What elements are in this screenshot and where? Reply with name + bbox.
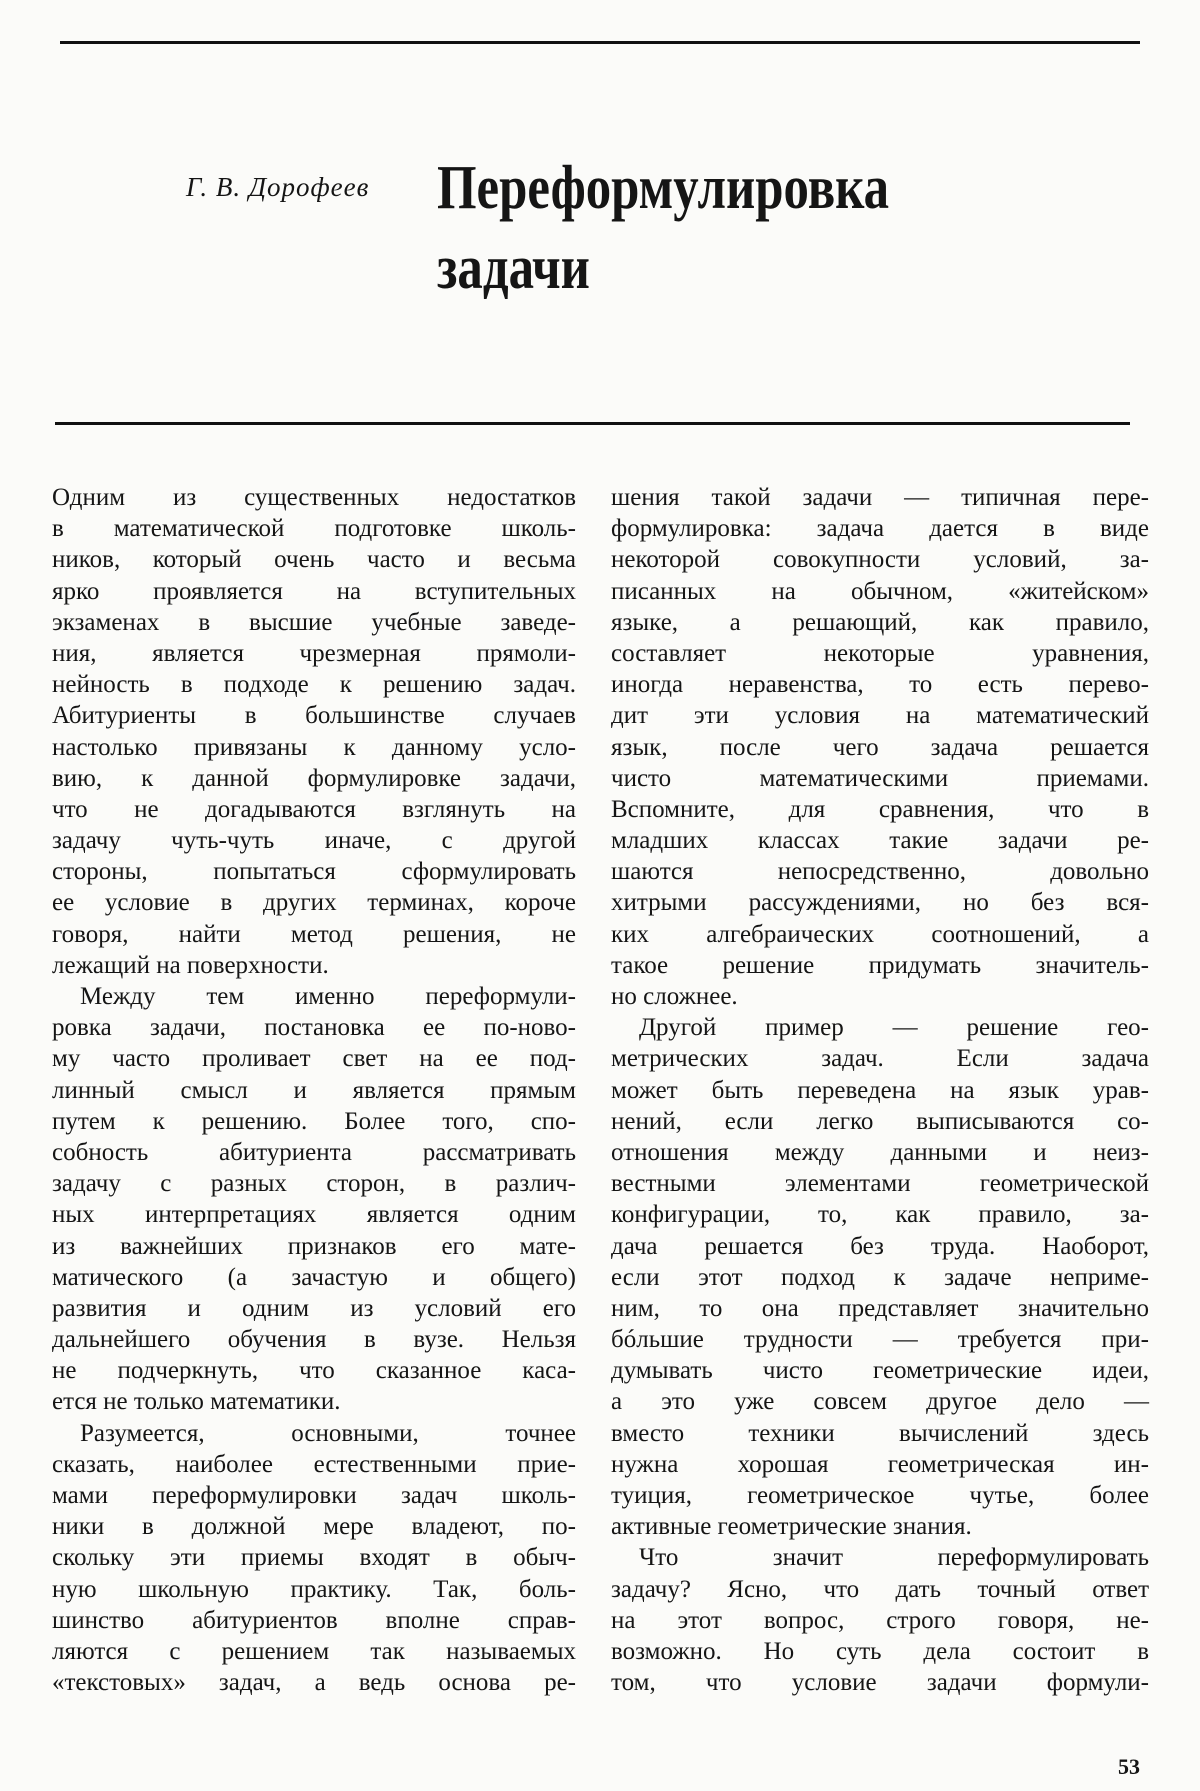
article-author: Г. В. Дорофеев <box>186 172 370 202</box>
text-line: вместо техники вычислений здесь <box>611 1419 1149 1447</box>
text-line: что не догадываются взглянуть на <box>52 795 576 823</box>
text-column-right <box>611 482 1149 1698</box>
text-line: младших классах такие задачи ре- <box>611 827 1149 855</box>
text-line: ных интерпретациях является одним <box>52 1201 576 1229</box>
text-line: нужна хорошая геометрическая ин- <box>611 1450 1149 1478</box>
text-line: дит эти условия на математический <box>611 702 1149 730</box>
title-line: Переформулировка <box>437 154 890 222</box>
text-line: говоря, найти метод решения, не <box>52 920 576 948</box>
text-line: хитрыми рассуждениями, но без вся- <box>611 889 1149 917</box>
text-line: ее условие в других терминах, короче <box>52 889 576 917</box>
text-line: ярко проявляется на вступительных <box>52 577 576 605</box>
text-line: возможно. Но суть дела состоит в <box>611 1637 1149 1665</box>
paragraph <box>52 1418 576 1699</box>
text-line: ровка задачи, постановка ее по-ново- <box>52 1014 576 1042</box>
text-line: нейность в подходе к решению задач. <box>52 671 576 699</box>
text-line: лежащий на поверхности. <box>52 951 329 979</box>
text-line: задачу? Ясно, что дать точный ответ <box>611 1575 1149 1603</box>
text-line: если этот подход к задаче неприме- <box>611 1263 1149 1291</box>
text-line: Что значит переформулировать <box>639 1544 1149 1572</box>
text-line: настолько привязаны к данному усло- <box>52 733 576 761</box>
text-line: не подчеркнуть, что сказанное каса- <box>52 1357 576 1385</box>
text-line: формулировка: задача дается в виде <box>611 515 1149 543</box>
text-line: развития и одним из условий его <box>52 1294 576 1322</box>
text-line: путем к решению. Более того, спо- <box>52 1107 576 1135</box>
paragraph <box>611 1012 1149 1542</box>
text-line: чисто математическими приемами. <box>611 764 1149 792</box>
text-line: ляются с решением так называемых <box>52 1637 576 1665</box>
text-line: вестными элементами геометрической <box>611 1170 1149 1198</box>
text-line: язык, после чего задача решается <box>611 733 1149 761</box>
text-line: «текстовых» задач, а ведь основа ре- <box>52 1669 576 1697</box>
text-line: такое решение придумать значитель- <box>611 951 1149 979</box>
text-line: линный смысл и является прямым <box>52 1076 576 1104</box>
text-line: задачу чуть-чуть иначе, с другой <box>52 827 576 855</box>
text-line: в математической подготовке школь- <box>52 515 576 543</box>
text-line: активные геометрические знания. <box>611 1513 972 1541</box>
text-line: вию, к данной формулировке задачи, <box>52 764 576 792</box>
text-line: Разумеется, основными, точнее <box>80 1419 576 1447</box>
text-line: Одним из существенных недостатков <box>52 484 576 511</box>
paragraph <box>611 1542 1149 1698</box>
header-divider <box>55 422 1130 425</box>
text-line: отношения между данными и неиз- <box>611 1138 1149 1166</box>
text-line: шаются непосредственно, довольно <box>611 858 1149 886</box>
text-line: том, что условие задачи формули- <box>611 1669 1149 1697</box>
text-line: ним, то она представляет значительно <box>611 1294 1149 1322</box>
text-line: ния, является чрезмерная прямоли- <box>52 639 576 667</box>
text-line: ется не только математики. <box>52 1388 341 1416</box>
text-line: языке, а решающий, как правило, <box>611 608 1149 636</box>
paragraph <box>52 981 576 1418</box>
text-line: но сложнее. <box>611 983 738 1010</box>
text-line: ников, который очень часто и весьма <box>52 546 576 574</box>
text-line: сказать, наиболее естественными прие- <box>52 1450 576 1478</box>
text-line: может быть переведена на язык урав- <box>611 1076 1149 1104</box>
text-line: Вспомните, для сравнения, что в <box>611 795 1149 823</box>
text-line: задачу с разных сторон, в различ- <box>52 1170 576 1198</box>
paragraph <box>611 482 1149 1012</box>
text-line: шинство абитуриентов вполне справ- <box>52 1606 576 1634</box>
text-line: бóльшие трудности — требуется при- <box>611 1326 1149 1354</box>
text-line: скольку эти приемы входят в обыч- <box>52 1544 576 1572</box>
text-line: думывать чисто геометрические идеи, <box>611 1357 1149 1385</box>
page-number: 53 <box>1118 1754 1140 1779</box>
text-line: Другой пример — решение гео- <box>639 1014 1149 1042</box>
text-line: собность абитуриента рассматривать <box>52 1138 576 1166</box>
text-line: метрических задач. Если задача <box>611 1045 1149 1073</box>
text-column-left <box>52 482 576 1698</box>
text-line: конфигурации, то, как правило, за- <box>611 1201 1149 1229</box>
text-line: мами переформулировки задач школь- <box>52 1482 576 1509</box>
text-line: ники в должной мере владеют, по- <box>52 1513 576 1541</box>
article-title <box>437 148 889 308</box>
paragraph <box>52 482 576 981</box>
text-line: из важнейших признаков его мате- <box>52 1232 576 1260</box>
text-line: матического (а зачастую и общего) <box>52 1263 576 1291</box>
text-line: иногда неравенства, то есть перево- <box>611 671 1149 699</box>
text-line: стороны, попытаться сформулировать <box>52 858 576 886</box>
text-line: а это уже совсем другое дело — <box>611 1388 1149 1416</box>
text-line: дача решается без труда. Наоборот, <box>611 1232 1149 1260</box>
text-line: нений, если легко выписываются со- <box>611 1107 1149 1135</box>
top-divider <box>60 41 1140 44</box>
text-line: шения такой задачи — типичная пере- <box>611 484 1149 511</box>
text-line: ких алгебраических соотношений, а <box>611 920 1149 948</box>
text-line: писанных на обычном, «житейском» <box>611 577 1149 605</box>
text-line: ную школьную практику. Так, боль- <box>52 1575 576 1603</box>
text-line: Абитуриенты в большинстве случаев <box>52 702 576 730</box>
text-line: му часто проливает свет на ее под- <box>52 1045 576 1073</box>
text-line: экзаменах в высшие учебные заведе- <box>52 608 576 636</box>
text-line: дальнейшего обучения в вузе. Нельзя <box>52 1326 576 1354</box>
text-line: Между тем именно переформули- <box>80 983 576 1010</box>
title-line: задачи <box>437 234 590 302</box>
text-line: туиция, геометрическое чутье, более <box>611 1482 1149 1509</box>
text-line: на этот вопрос, строго говоря, не- <box>611 1606 1149 1634</box>
text-line: некоторой совокупности условий, за- <box>611 546 1149 574</box>
text-line: составляет некоторые уравнения, <box>611 639 1149 667</box>
